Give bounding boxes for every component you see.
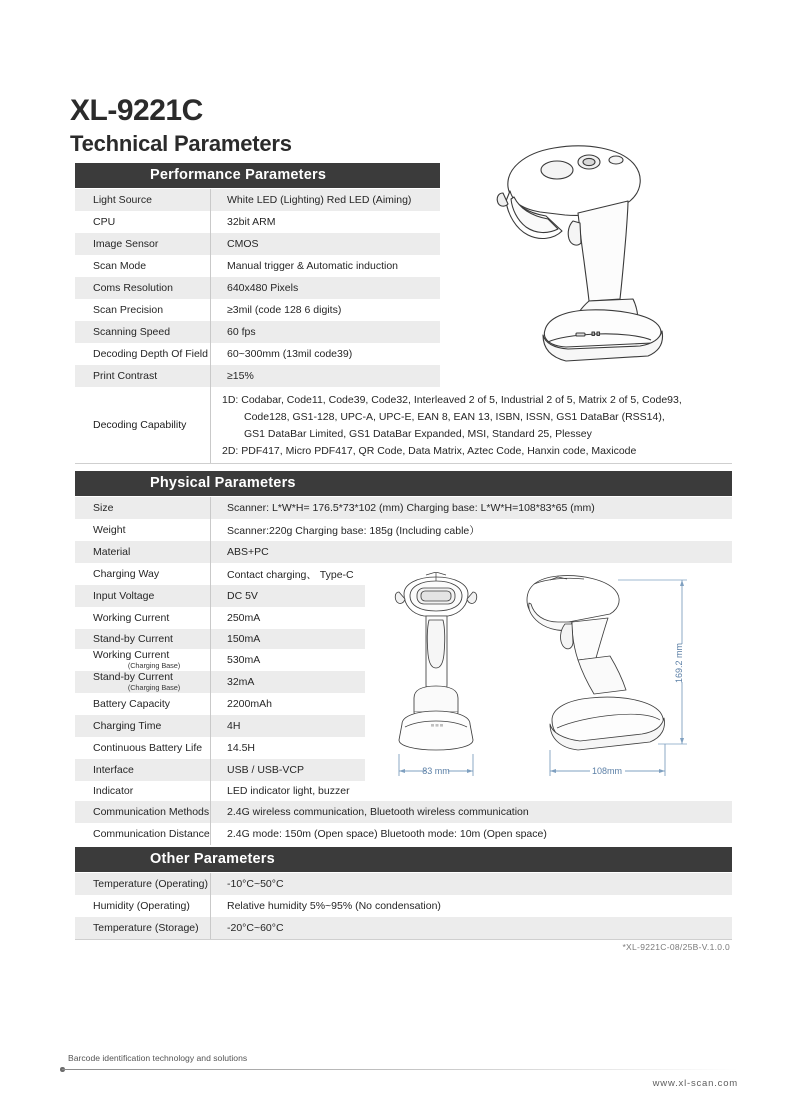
row-label-decoding: Decoding Capability <box>93 419 187 431</box>
table-row <box>75 693 365 715</box>
row-label: Light Source <box>93 193 152 206</box>
decoding-capability-list <box>222 392 732 460</box>
row-value: ABS+PC <box>227 546 269 558</box>
row-label: Scanning Speed <box>93 325 171 338</box>
row-value: DC 5V <box>227 590 258 602</box>
row-label: Indicator <box>93 784 134 797</box>
row-label: Temperature (Storage) <box>93 921 199 934</box>
row-label: CPU <box>93 215 116 228</box>
table-row <box>75 895 732 917</box>
row-value: 250mA <box>227 612 261 624</box>
page-title: Technical Parameters <box>70 130 292 156</box>
table-row <box>75 873 732 895</box>
row-label: Battery Capacity <box>93 697 171 710</box>
row-value: 60~300mm (13mil code39) <box>227 348 353 360</box>
column-divider <box>210 189 211 463</box>
row-sublabel: (Charging Base) <box>127 683 181 693</box>
section-rule <box>75 463 732 464</box>
row-label: Interface <box>93 763 134 776</box>
table-row <box>75 801 732 823</box>
column-divider <box>210 873 211 939</box>
table-row <box>75 759 365 781</box>
table-row <box>75 649 365 671</box>
table-row <box>75 607 365 629</box>
row-value: ≥15% <box>227 370 254 382</box>
product-model: XL-9221C <box>70 94 203 127</box>
row-value: White LED (Lighting) Red LED (Aiming) <box>227 194 412 206</box>
table-row <box>75 823 732 845</box>
row-label: Scan Mode <box>93 259 147 272</box>
footer-divider <box>62 1069 738 1070</box>
row-value: -20°C~60°C <box>227 922 284 934</box>
table-row <box>75 343 440 365</box>
row-sublabel: (Charging Base) <box>127 661 181 671</box>
row-value: 2.4G mode: 150m (Open space) Bluetooth mode: 10m (Open space) <box>227 828 547 840</box>
row-value: Contact charging、 Type-C <box>227 568 354 581</box>
row-value: CMOS <box>227 238 259 250</box>
section-header-physical: Physical Parameters <box>75 471 732 496</box>
dimension-front-width: 83 mm <box>422 766 450 776</box>
table-row <box>75 541 732 563</box>
row-label: Stand-by Current <box>93 632 173 645</box>
row-value: ≥3mil (code 128 6 digits) <box>227 304 342 316</box>
row-value: 32mA <box>227 676 255 688</box>
column-divider <box>210 497 211 845</box>
row-label: Continuous Battery Life <box>93 741 203 754</box>
section-header-performance: Performance Parameters <box>75 163 440 188</box>
row-value: Scanner: L*W*H= 176.5*73*102 (mm) Charging base: L*W*H=108*83*65 (mm) <box>227 502 595 514</box>
row-label: Humidity (Operating) <box>93 899 190 912</box>
row-value: 530mA <box>227 654 261 666</box>
row-label: Communication Distance <box>93 827 210 840</box>
table-row <box>75 917 732 939</box>
table-row <box>75 585 365 607</box>
table-row <box>75 277 440 299</box>
row-value: Manual trigger & Automatic induction <box>227 260 399 272</box>
table-row <box>75 189 440 211</box>
table-row <box>75 321 440 343</box>
table-row <box>75 715 365 737</box>
row-label: Material <box>93 545 131 558</box>
table-row <box>75 497 732 519</box>
row-value: 2200mAh <box>227 698 272 710</box>
table-row <box>75 519 732 541</box>
table-row <box>75 671 365 693</box>
dimension-side-width: 108mm <box>591 766 623 776</box>
footer-tagline: Barcode identification technology and solutions <box>68 1053 248 1063</box>
decoding-line-1d-b: Code128, GS1-128, UPC-A, UPC-E, EAN 8, EAN 13, ISBN, ISSN, GS1 DataBar (RSS14), <box>244 411 665 423</box>
row-value: -10°C~50°C <box>227 878 284 890</box>
row-value: 2.4G wireless communication, Bluetooth wireless communication <box>227 806 529 818</box>
row-value: USB / USB-VCP <box>227 764 305 776</box>
row-label: Working Current (Charging Base) <box>75 649 215 671</box>
row-label: Image Sensor <box>93 237 159 250</box>
table-row <box>75 233 440 255</box>
row-value: 32bit ARM <box>227 216 276 228</box>
dimension-height: 169.2 mm <box>674 642 684 684</box>
footer-website: www.xl-scan.com <box>652 1078 738 1089</box>
decoding-line-1d-c: GS1 DataBar Limited, GS1 DataBar Expanded, MSI, Standard 25, Plessey <box>244 428 592 440</box>
row-value: 4H <box>227 720 241 732</box>
decoding-line-1d-a: 1D: Codabar, Code11, Code39, Code32, Interleaved 2 of 5, Industrial 2 of 5, Matrix 2 of 5, Code93, <box>222 394 682 406</box>
document-version: *XL-9221C-08/25B-V.1.0.0 <box>622 942 730 952</box>
product-illustration <box>470 135 700 375</box>
table-row <box>75 365 440 387</box>
row-label: Temperature (Operating) <box>93 877 208 890</box>
row-label: Charging Way <box>93 567 160 580</box>
title-block <box>70 95 292 157</box>
row-value: Relative humidity 5%~95% (No condensation) <box>227 900 441 912</box>
row-value: LED indicator light, buzzer <box>227 785 350 797</box>
row-label: Print Contrast <box>93 369 158 382</box>
row-value: Scanner:220g Charging base: 185g (Including cable） <box>227 524 480 537</box>
row-label: Decoding Depth Of Field <box>93 347 208 360</box>
row-label: Stand-by Current (Charging Base) <box>75 671 215 693</box>
row-value: 60 fps <box>227 326 256 338</box>
table-row <box>75 255 440 277</box>
table-row <box>75 211 440 233</box>
dimension-drawings <box>382 572 702 797</box>
row-label: Charging Time <box>93 719 162 732</box>
row-value: 150mA <box>227 633 261 645</box>
row-value: 640x480 Pixels <box>227 282 299 294</box>
row-label: Communication Methods <box>93 805 210 818</box>
decoding-line-2d: 2D: PDF417, Micro PDF417, QR Code, Data Matrix, Aztec Code, Hanxin code, Maxicode <box>222 445 637 457</box>
section-header-other: Other Parameters <box>75 847 732 872</box>
row-label: Working Current <box>93 611 170 624</box>
table-row <box>75 737 365 759</box>
row-label: Weight <box>93 523 126 536</box>
row-label: Coms Resolution <box>93 281 173 294</box>
row-label: Scan Precision <box>93 303 164 316</box>
row-label: Size <box>93 501 114 514</box>
section-rule <box>75 939 732 940</box>
row-label: Input Voltage <box>93 589 155 602</box>
table-row <box>75 629 365 649</box>
row-value: 14.5H <box>227 742 256 754</box>
table-row <box>75 299 440 321</box>
